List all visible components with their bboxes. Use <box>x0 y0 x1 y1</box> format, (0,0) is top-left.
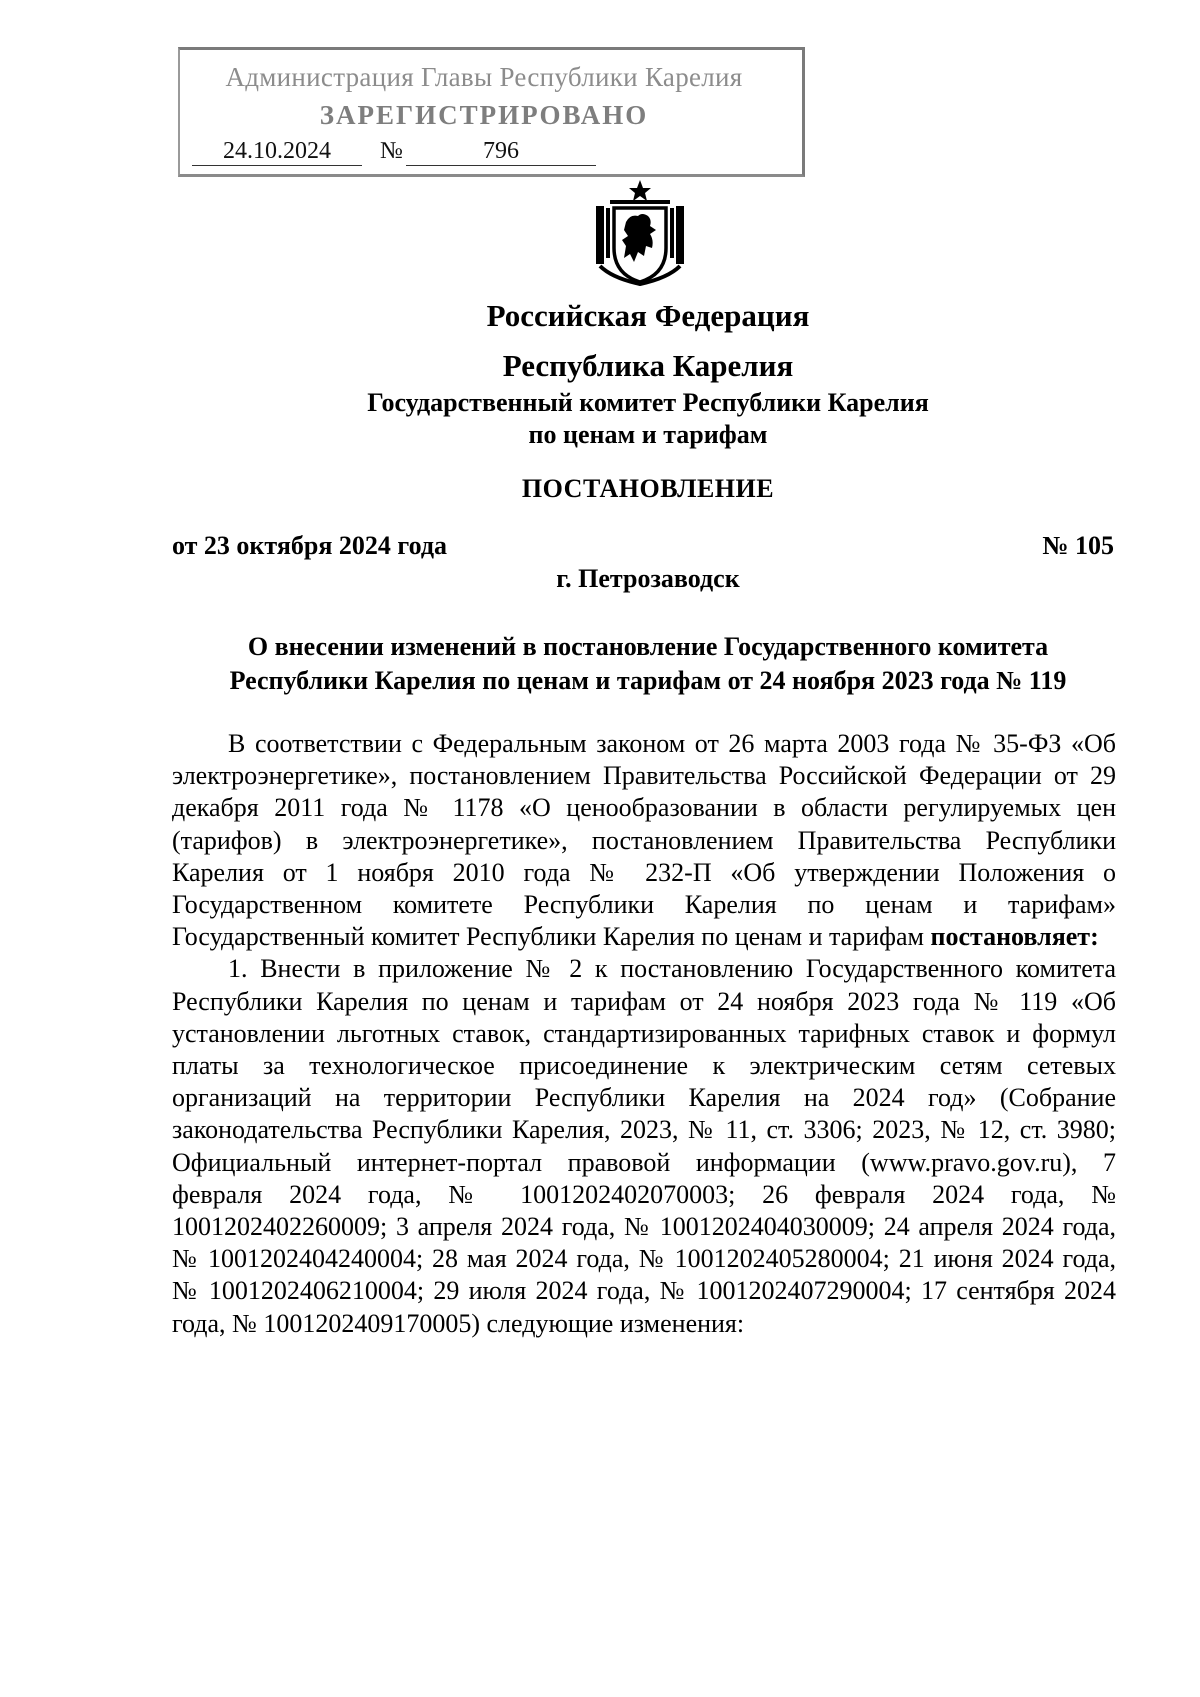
document-city: г. Петрозаводск <box>556 564 740 593</box>
document-subject-line1: О внесении изменений в постановление Государственного комитета <box>247 632 1049 661</box>
document-number: № 105 <box>1042 531 1114 560</box>
stamp-administration-text: Администрация Главы Республики Карелия <box>225 62 743 92</box>
committee-heading-line2: по ценам и тарифам <box>528 420 768 449</box>
coat-of-arms-icon <box>592 178 688 286</box>
document-body <box>172 728 1116 1340</box>
committee-heading-line1: Государственный комитет Республики Карелия <box>367 388 929 417</box>
stamp-number-sign: № <box>380 138 403 164</box>
document-date: от 23 октября 2024 года <box>172 531 447 560</box>
registration-stamp <box>178 47 805 177</box>
preamble-text: В соответствии с Федеральным законом от 26 марта 2003 года № 35-ФЗ «Об электроэнергетике», постановлением Правительства Российской Федерации от 29 декабря 2011 года № 1178 «О ценообразовании в области регулируемых цен (тарифов) в электроэнергетике», постановлением Правительства Республики Карелия от 1 ноября 2010 года № 232-П «Об утверждении Положения о Государственном комитете Республики Карелия по ценам и тарифам» Государственный комитет Республики Карелия по ценам и тарифам <box>172 729 1116 952</box>
republic-heading: Республика Карелия <box>502 348 794 383</box>
stamp-registration-number: 796 <box>406 138 596 166</box>
stamp-registered-text: ЗАРЕГИСТРИРОВАНО <box>319 100 649 130</box>
country-heading: Российская Федерация <box>486 298 810 333</box>
body-paragraph-preamble <box>172 728 1116 953</box>
document-type-heading: ПОСТАНОВЛЕНИЕ <box>521 474 775 503</box>
resolves-keyword: постановляет: <box>930 922 1099 952</box>
body-paragraph-item-1: 1. Внести в приложение № 2 к постановлению Государственного комитета Республики Карелия по ценам и тарифам от 24 ноября 2023 года № 119 «Об установлении льготных ставок, стандартизированных тарифных ставок и формул платы за технологическое присоединение к электрическим сетям сетевых организаций на территории Республики Карелия на 2024 год» (Собрание законодательства Республики Карелия, 2023, № 11, ст. 3306; 2023, № 12, ст. 3980; Официальный интернет-портал правовой информации (www.pravo.gov.ru), 7 февраля 2024 года, № 1001202402070003; 26 февраля 2024 года, № 1001202402260009; 3 апреля 2024 года, № 1001202404030009; 24 апреля 2024 года, № 1001202404240004; 28 мая 2024 года, № 1001202405280004; 21 июня 2024 года, № 1001202406210004; 29 июля 2024 года, № 1001202407290004; 17 сентября 2024 года, № 1001202409170005) следующие изменения: <box>172 954 1116 1338</box>
stamp-registration-date: 24.10.2024 <box>192 138 362 166</box>
document-subject-line2: Республики Карелия по ценам и тарифам от 24 ноября 2023 года № 119 <box>229 666 1067 695</box>
